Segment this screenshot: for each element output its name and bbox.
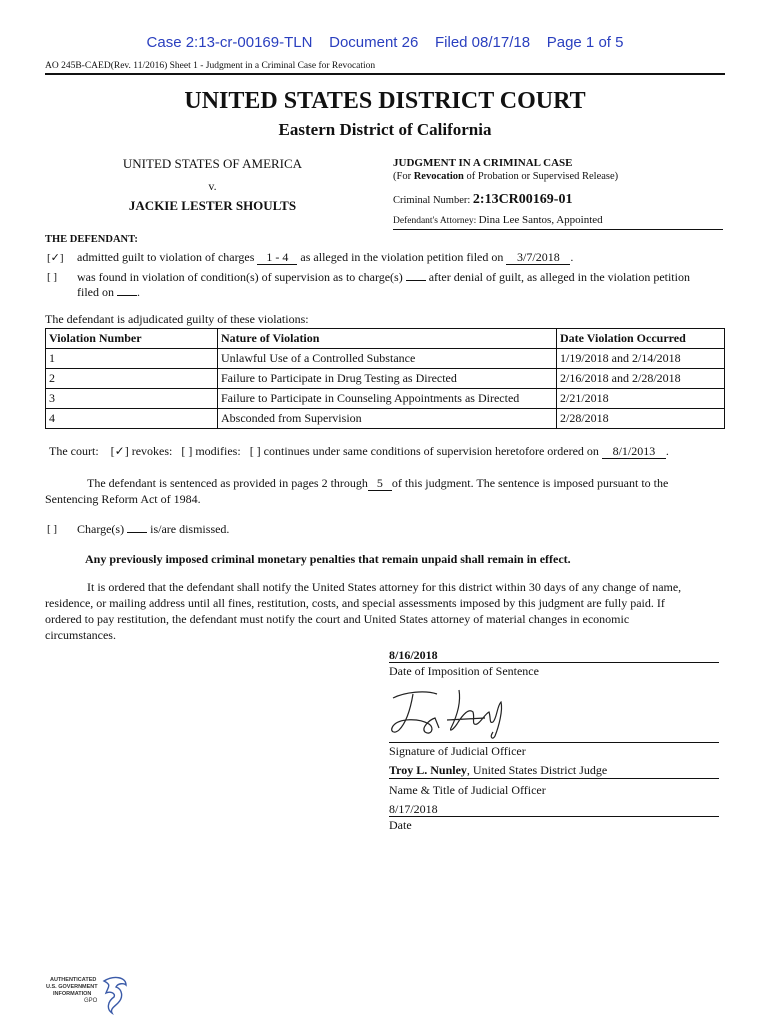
item2-text <box>77 270 690 285</box>
header-rule <box>45 73 725 75</box>
continues-option: [ ] continues under same conditions of supervision heretofore ordered on <box>249 444 599 458</box>
penalties-statement: Any previously imposed criminal monetary penalties that remain unpaid shall remain in effect. <box>85 552 571 566</box>
dismissed-checkbox: [ ] <box>47 523 58 535</box>
item2-b: after denial of guilt, as alleged in the violation petition <box>428 270 690 284</box>
name-rule <box>389 778 719 779</box>
name-title-label: Name & Title of Judicial Officer <box>389 783 546 797</box>
item2-c: filed on <box>77 285 114 299</box>
sentence-line1 <box>87 476 668 491</box>
attorney-row <box>393 214 603 226</box>
table-row <box>46 369 725 389</box>
subtitle-bold: Revocation <box>413 171 464 182</box>
table-row <box>46 349 725 369</box>
judgment-title: JUDGMENT IN A CRIMINAL CASE <box>393 157 573 169</box>
sentence-line2: Sentencing Reform Act of 1984. <box>45 492 201 506</box>
continues-date: 8/1/2013 <box>602 445 666 459</box>
table-row <box>46 389 725 409</box>
violation-number: 4 <box>46 409 218 429</box>
court-district: Eastern District of California <box>278 120 492 139</box>
sentence-b: of this judgment. The sentence is imposed pursuant to the <box>391 476 669 490</box>
gpo-line1: AUTHENTICATED <box>50 977 97 983</box>
violation-nature: Absconded from Supervision <box>218 409 557 429</box>
item1-date: 3/7/2018 <box>506 251 570 265</box>
dismissed-blank <box>127 532 147 533</box>
criminal-number-row <box>393 192 572 208</box>
imposition-label: Date of Imposition of Sentence <box>389 664 539 678</box>
item2-end: . <box>137 285 140 299</box>
item2-blank <box>406 280 426 281</box>
violation-nature: Failure to Participate in Drug Testing as Directed <box>218 369 557 389</box>
violation-date: 2/21/2018 <box>557 389 725 409</box>
attorney-rule <box>393 229 723 230</box>
violation-date: 2/16/2018 and 2/28/2018 <box>557 369 725 389</box>
court-action-row <box>49 444 669 459</box>
violation-number: 1 <box>46 349 218 369</box>
gpo-line2: U.S. GOVERNMENT <box>46 984 98 990</box>
item1-a: admitted guilt to violation of charges <box>77 250 255 264</box>
violation-nature: Unlawful Use of a Controlled Substance <box>218 349 557 369</box>
form-line: AO 245B-CAED(Rev. 11/2016) Sheet 1 - Judgment in a Criminal Case for Revocation <box>45 61 376 71</box>
signature-date: 8/17/2018 <box>389 802 438 816</box>
court-action-end: . <box>665 444 669 458</box>
attorney-label: Defendant's Attorney: <box>393 216 477 226</box>
signature-label: Signature of Judicial Officer <box>389 744 526 758</box>
versus: v. <box>208 179 217 193</box>
violations-table <box>45 328 725 429</box>
item1-text <box>77 250 573 265</box>
judge-name-row <box>389 763 607 778</box>
defendant-heading: THE DEFENDANT: <box>45 234 138 245</box>
col-date: Date Violation Occurred <box>557 329 725 349</box>
eagle-icon <box>100 975 130 1015</box>
dismissed-text <box>77 522 229 537</box>
item1-checkbox: [✓] <box>47 252 64 264</box>
order-line3: ordered to pay restitution, the defendant must notify the court and United States attorney of material changes in economic <box>45 612 630 626</box>
judgment-subtitle <box>393 171 618 182</box>
date-rule <box>389 816 719 817</box>
revokes-option: [✓] revokes: <box>110 444 173 458</box>
order-line1: It is ordered that the defendant shall notify the United States attorney for this district within 30 days of any change of name, <box>87 580 682 594</box>
court-label: The court: <box>49 444 99 458</box>
table-row <box>46 409 725 429</box>
plaintiff-name: UNITED STATES OF AMERICA <box>122 156 303 171</box>
col-violation-number: Violation Number <box>46 329 218 349</box>
item1-end: . <box>570 250 574 264</box>
judge-title: , United States District Judge <box>466 763 608 777</box>
imposition-date: 8/16/2018 <box>389 648 438 662</box>
signature-rule <box>389 742 719 743</box>
item1-b: as alleged in the violation petition filed on <box>300 250 504 264</box>
dismissed-b: is/are dismissed. <box>150 522 230 536</box>
court-title: UNITED STATES DISTRICT COURT <box>184 88 586 114</box>
sentence-pages: 5 <box>368 477 392 491</box>
criminal-number: 2:13CR00169-01 <box>472 192 573 207</box>
gpo-seal <box>44 975 134 1017</box>
violation-number: 2 <box>46 369 218 389</box>
violation-nature: Failure to Participate in Counseling Appointments as Directed <box>218 389 557 409</box>
dismissed-a: Charge(s) <box>77 522 125 536</box>
sentence-a: The defendant is sentenced as provided in pages 2 through <box>87 476 368 490</box>
item1-charges: 1 - 4 <box>257 251 297 265</box>
judge-signature <box>385 684 515 744</box>
date-label: Date <box>389 818 412 832</box>
modifies-option: [ ] modifies: <box>181 444 241 458</box>
item2-checkbox: [ ] <box>47 271 58 283</box>
gpo-line3: INFORMATION <box>53 991 92 997</box>
order-line2: residence, or mailing address until all fines, restitution, costs, and special assessments imposed by this judgment are fully paid. If <box>45 596 665 610</box>
subtitle-suffix: of Probation or Supervised Release) <box>463 171 619 182</box>
violation-number: 3 <box>46 389 218 409</box>
case-header: Case 2:13-cr-00169-TLN Document 26 Filed 08/17/18 Page 1 of 5 <box>146 34 624 51</box>
item2-text-line2 <box>77 285 140 300</box>
item2-date-blank <box>117 295 137 296</box>
imposition-rule <box>389 662 719 663</box>
col-nature: Nature of Violation <box>218 329 557 349</box>
violations-intro: The defendant is adjudicated guilty of these violations: <box>45 312 309 326</box>
item2-a: was found in violation of condition(s) of supervision as to charge(s) <box>77 270 403 284</box>
order-line4: circumstances. <box>45 628 116 642</box>
attorney-name: Dina Lee Santos, Appointed <box>478 214 603 226</box>
violation-date: 1/19/2018 and 2/14/2018 <box>557 349 725 369</box>
gpo-line4: GPO <box>84 998 98 1004</box>
defendant-name: JACKIE LESTER SHOULTS <box>128 198 297 213</box>
violations-header-row <box>46 329 725 349</box>
judge-name: Troy L. Nunley <box>389 763 467 777</box>
violation-date: 2/28/2018 <box>557 409 725 429</box>
criminal-number-label: Criminal Number: <box>393 195 471 206</box>
subtitle-prefix: (For <box>393 171 414 182</box>
